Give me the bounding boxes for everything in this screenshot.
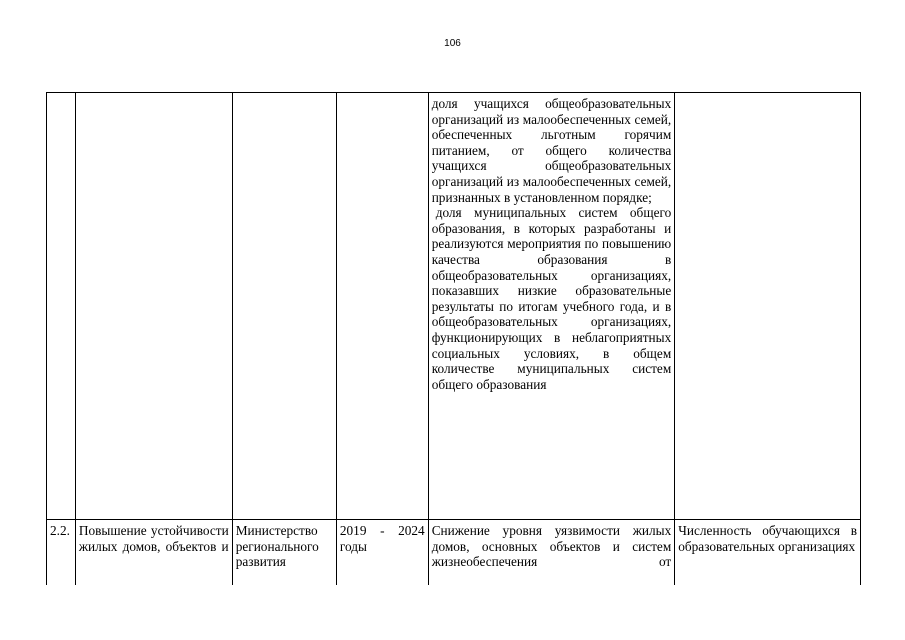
program-table: [46, 92, 861, 585]
cell-responsible: Министерство регионального развития: [232, 520, 336, 586]
cell-results: [428, 93, 675, 520]
cell-name: Повышение устойчивости жилых домов, объектов и: [75, 520, 232, 586]
page-number: 106: [444, 38, 461, 49]
cell-number: 2.2.: [47, 520, 76, 586]
cell-number: [47, 93, 76, 520]
table-row: [47, 520, 861, 586]
indicator-text-1: доля учащихся общеобразовательных организаций из малообеспеченных семей, обеспеченных льготным горячим питанием, от общего количества учащихся общеобразовательных организаций из малообеспеченных семей, признанных в установленном порядке;: [431, 96, 672, 205]
cell-period: 2019 - 2024 годы: [336, 520, 428, 586]
cell-period: [336, 93, 428, 520]
table-row: [47, 93, 861, 520]
cell-indicator: Численность обучающихся в образовательных организациях: [675, 520, 861, 586]
cell-responsible: [232, 93, 336, 520]
cell-indicators: [675, 93, 861, 520]
indicator-text-2: доля муниципальных систем общего образования, в которых разработаны и реализуются мероприятия по повышению качества образования в общеобразовательных организациях, показавших низкие образовательные результаты по итогам учебного года, и в общеобразовательных организациях, функционирующих в неблагоприятных социальных условиях, в общем количестве муниципальных систем общего образования: [431, 205, 672, 392]
cell-name: [75, 93, 232, 520]
cell-result: Снижение уровня уязвимости жилых домов, основных объектов и систем жизнеобеспечения от: [428, 520, 675, 586]
